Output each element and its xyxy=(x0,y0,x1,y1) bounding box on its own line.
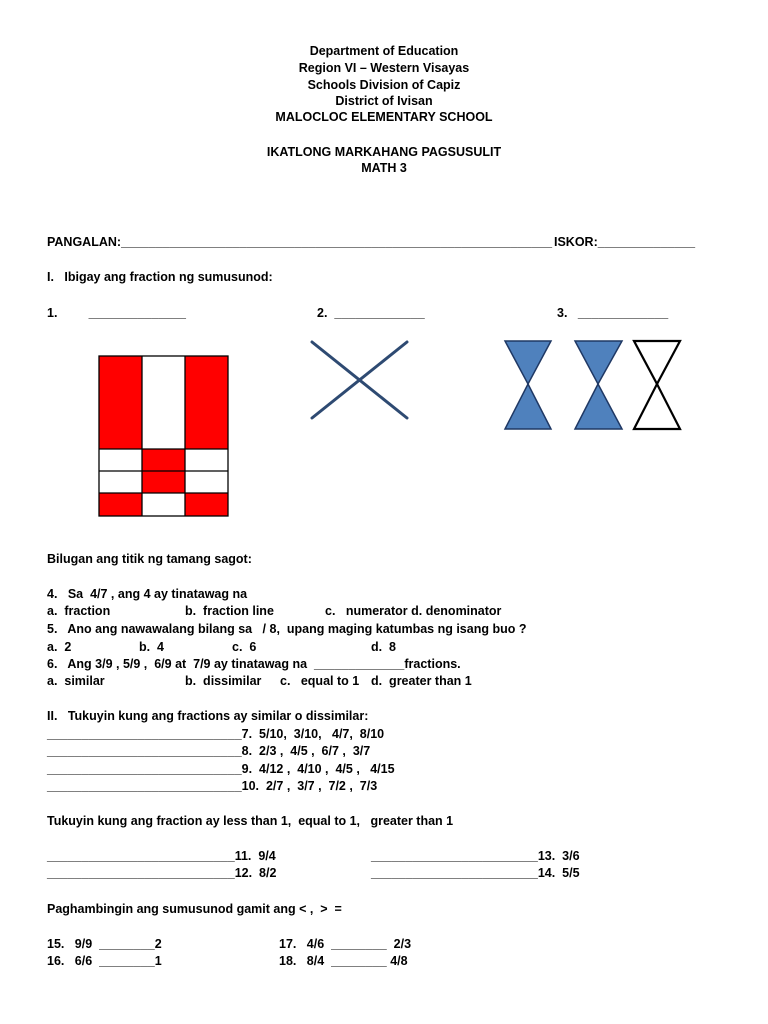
fraction-figure-1 xyxy=(99,356,228,516)
q6-option-d: d. greater than 1 xyxy=(371,674,472,688)
question-11: ___________________________11. 9/4 xyxy=(47,849,276,863)
fig1-part-red xyxy=(185,493,228,516)
question-10: ____________________________10. 2/7 , 3/7 , 7/2 , 7/3 xyxy=(47,779,378,793)
header-district: District of Ivisan xyxy=(335,94,433,108)
q4-option-b: b. fraction line xyxy=(185,604,274,618)
fig3-part-unshaded xyxy=(634,384,680,429)
question-12: ___________________________12. 8/2 xyxy=(47,866,277,880)
fig1-part-red xyxy=(185,356,228,449)
question-16: 16. 6/6 ________1 xyxy=(47,954,162,968)
exam-title: IKATLONG MARKAHANG PAGSUSULIT xyxy=(266,145,502,159)
fig3-part-shaded xyxy=(575,341,622,384)
header-division: Schools Division of Capiz xyxy=(307,78,461,92)
fig1-part-red xyxy=(99,356,142,449)
question-13: ________________________13. 3/6 xyxy=(371,849,580,863)
q6-option-a: a. similar xyxy=(47,674,105,688)
q5-option-c: c. 6 xyxy=(232,640,257,654)
q6-option-b: b. dissimilar xyxy=(185,674,262,688)
question-3: 3. _____________ xyxy=(557,306,669,320)
fig3-part-shaded xyxy=(505,341,551,384)
mc-title: Bilugan ang titik ng tamang sagot: xyxy=(47,552,252,566)
subject-title: MATH 3 xyxy=(361,161,407,175)
q4-option-cd: c. numerator d. denominator xyxy=(325,604,502,618)
fig1-part-red xyxy=(99,493,142,516)
question-18: 18. 8/4 ________ 4/8 xyxy=(279,954,408,968)
part3-title: Tukuyin kung ang fraction ay less than 1, equal to 1, greater than 1 xyxy=(47,814,454,828)
question-9: ____________________________9. 4/12 , 4/10 , 4/5 , 4/15 xyxy=(47,762,395,776)
q6-option-c: c. equal to 1 xyxy=(280,674,360,688)
question-6: 6. Ang 3/9 , 5/9 , 6/9 at 7/9 ay tinatawag na _____________fractions. xyxy=(47,657,461,671)
header-school: MALOCLOC ELEMENTARY SCHOOL xyxy=(275,110,493,124)
question-15: 15. 9/9 ________2 xyxy=(47,937,162,951)
score-field: ISKOR:______________ xyxy=(554,235,696,249)
fraction-figure-2 xyxy=(308,338,412,422)
fig3-part-shaded xyxy=(575,384,622,429)
fig1-part-white xyxy=(185,449,228,471)
part2-title: II. Tukuyin kung ang fractions ay similar o dissimilar: xyxy=(47,709,369,723)
fig1-part-white xyxy=(142,493,185,516)
question-1: 1. ______________ xyxy=(47,306,187,320)
q5-option-a: a. 2 xyxy=(47,640,72,654)
question-5: 5. Ano ang nawawalang bilang sa / 8, upang maging katumbas ng isang buo ? xyxy=(47,622,527,636)
question-8: ____________________________8. 2/3 , 4/5 , 6/7 , 3/7 xyxy=(47,744,371,758)
fig1-part-red xyxy=(142,449,185,471)
fig1-part-white xyxy=(99,471,142,493)
fraction-figure-3 xyxy=(502,338,686,433)
header-region: Region VI – Western Visayas xyxy=(298,61,470,75)
question-17: 17. 4/6 ________ 2/3 xyxy=(279,937,412,951)
header-dept: Department of Education xyxy=(309,44,459,58)
fig3-part-unshaded xyxy=(634,341,680,384)
fig1-part-white xyxy=(142,356,185,449)
q4-option-a: a. fraction xyxy=(47,604,111,618)
name-field: PANGALAN:______________________________________________________________ xyxy=(47,235,553,249)
q5-option-d: d. 8 xyxy=(371,640,397,654)
question-2: 2. _____________ xyxy=(317,306,425,320)
part1-title: I. Ibigay ang fraction ng sumusunod: xyxy=(47,270,273,284)
fig1-part-red xyxy=(142,471,185,493)
question-4: 4. Sa 4/7 , ang 4 ay tinatawag na xyxy=(47,587,248,601)
fig3-part-shaded xyxy=(505,384,551,429)
question-14: ________________________14. 5/5 xyxy=(371,866,580,880)
question-7: ____________________________7. 5/10, 3/10, 4/7, 8/10 xyxy=(47,727,385,741)
part4-title: Paghambingin ang sumusunod gamit ang < , > = xyxy=(47,902,342,916)
q5-option-b: b. 4 xyxy=(139,640,165,654)
fig1-part-white xyxy=(185,471,228,493)
fig1-part-white xyxy=(99,449,142,471)
